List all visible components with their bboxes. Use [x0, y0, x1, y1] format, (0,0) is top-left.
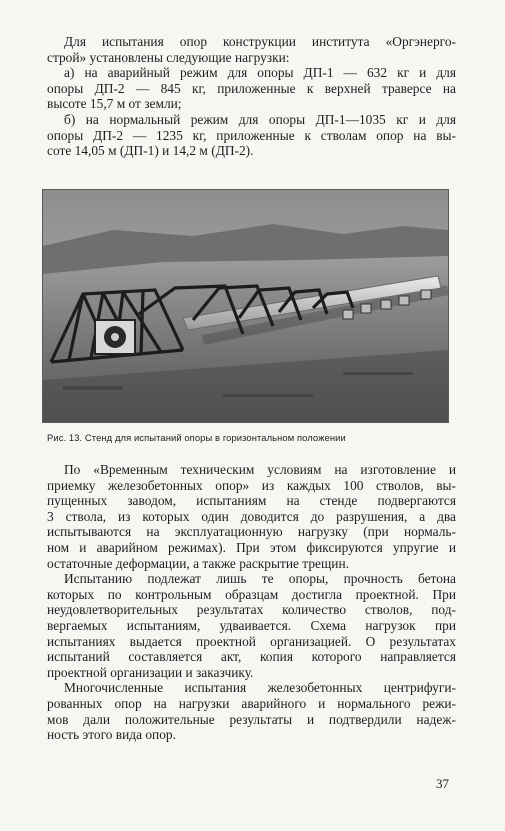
text-line: 3 ствола, из которых один доводится до разрушения, а два — [47, 508, 456, 524]
intro-paragraphs — [47, 34, 456, 159]
body-paragraphs — [47, 462, 456, 743]
text-line: опоры ДП-2 — 845 кг, приложенные к верхней траверсе на — [47, 80, 456, 96]
text-line: приемку железобетонных опор» из каждых 100 стволов, вы- — [47, 477, 456, 493]
text-line: Испытанию подлежат лишь те опоры, прочность бетона — [64, 571, 456, 587]
figure-caption: Рис. 13. Стенд для испытаний опоры в горизонтальном положении — [47, 432, 346, 443]
test-stand-photo — [42, 189, 449, 423]
text-line: ном и аварийном режимах). При этом фиксируются упругие и — [47, 539, 456, 555]
text-line: а) на аварийный режим для опоры ДП-1 — 632 кг и для — [64, 65, 456, 81]
text-line: мов дали положительные результаты и подтвердили надеж- — [47, 711, 456, 727]
text-line: вергаемых испытаниям, удваивается. Схема нагрузок при — [47, 617, 456, 633]
text-line: испытаний составляется акт, копия которого направляется — [47, 649, 456, 665]
text-line: соте 14,05 м (ДП-1) и 14,2 м (ДП-2). — [47, 143, 254, 159]
text-line: неудовлетворительных результатах количество стволов, под- — [47, 602, 456, 618]
page-number: 37 — [436, 776, 449, 791]
text-line: строй» установлены следующие нагрузки: — [47, 49, 290, 65]
text-line: ность этого вида опор. — [47, 727, 176, 743]
text-line: испытаниях выдается проектной организацией. О результатах — [47, 633, 456, 649]
text-line: рованных опор на нагрузки аварийного и нормального режи- — [47, 695, 456, 711]
text-line: которых по контрольным образцам достигла проектной. При — [47, 586, 456, 602]
text-line: Многочисленные испытания железобетонных центрифуги- — [64, 680, 456, 696]
text-line: опоры ДП-2 — 1235 кг, приложенные к стволам опор на вы- — [47, 127, 456, 143]
text-line: б) на нормальный режим для опоры ДП-1—1035 кг и для — [64, 111, 456, 127]
text-line: высоте 15,7 м от земли; — [47, 96, 182, 112]
text-line: остаточные деформации, а также раскрытие трещин. — [47, 555, 349, 571]
text-line: По «Временным техническим условиям на изготовление и — [64, 462, 456, 477]
text-line: испытываются на эксплуатационную нагрузку (при нормаль- — [47, 524, 456, 540]
text-line: проектной организации и заказчику. — [47, 664, 254, 680]
text-line: Для испытания опор конструкции института «Оргэнерго- — [64, 34, 456, 49]
text-line: пущенных заводом, испытаниям на стенде подвергаются — [47, 493, 456, 509]
